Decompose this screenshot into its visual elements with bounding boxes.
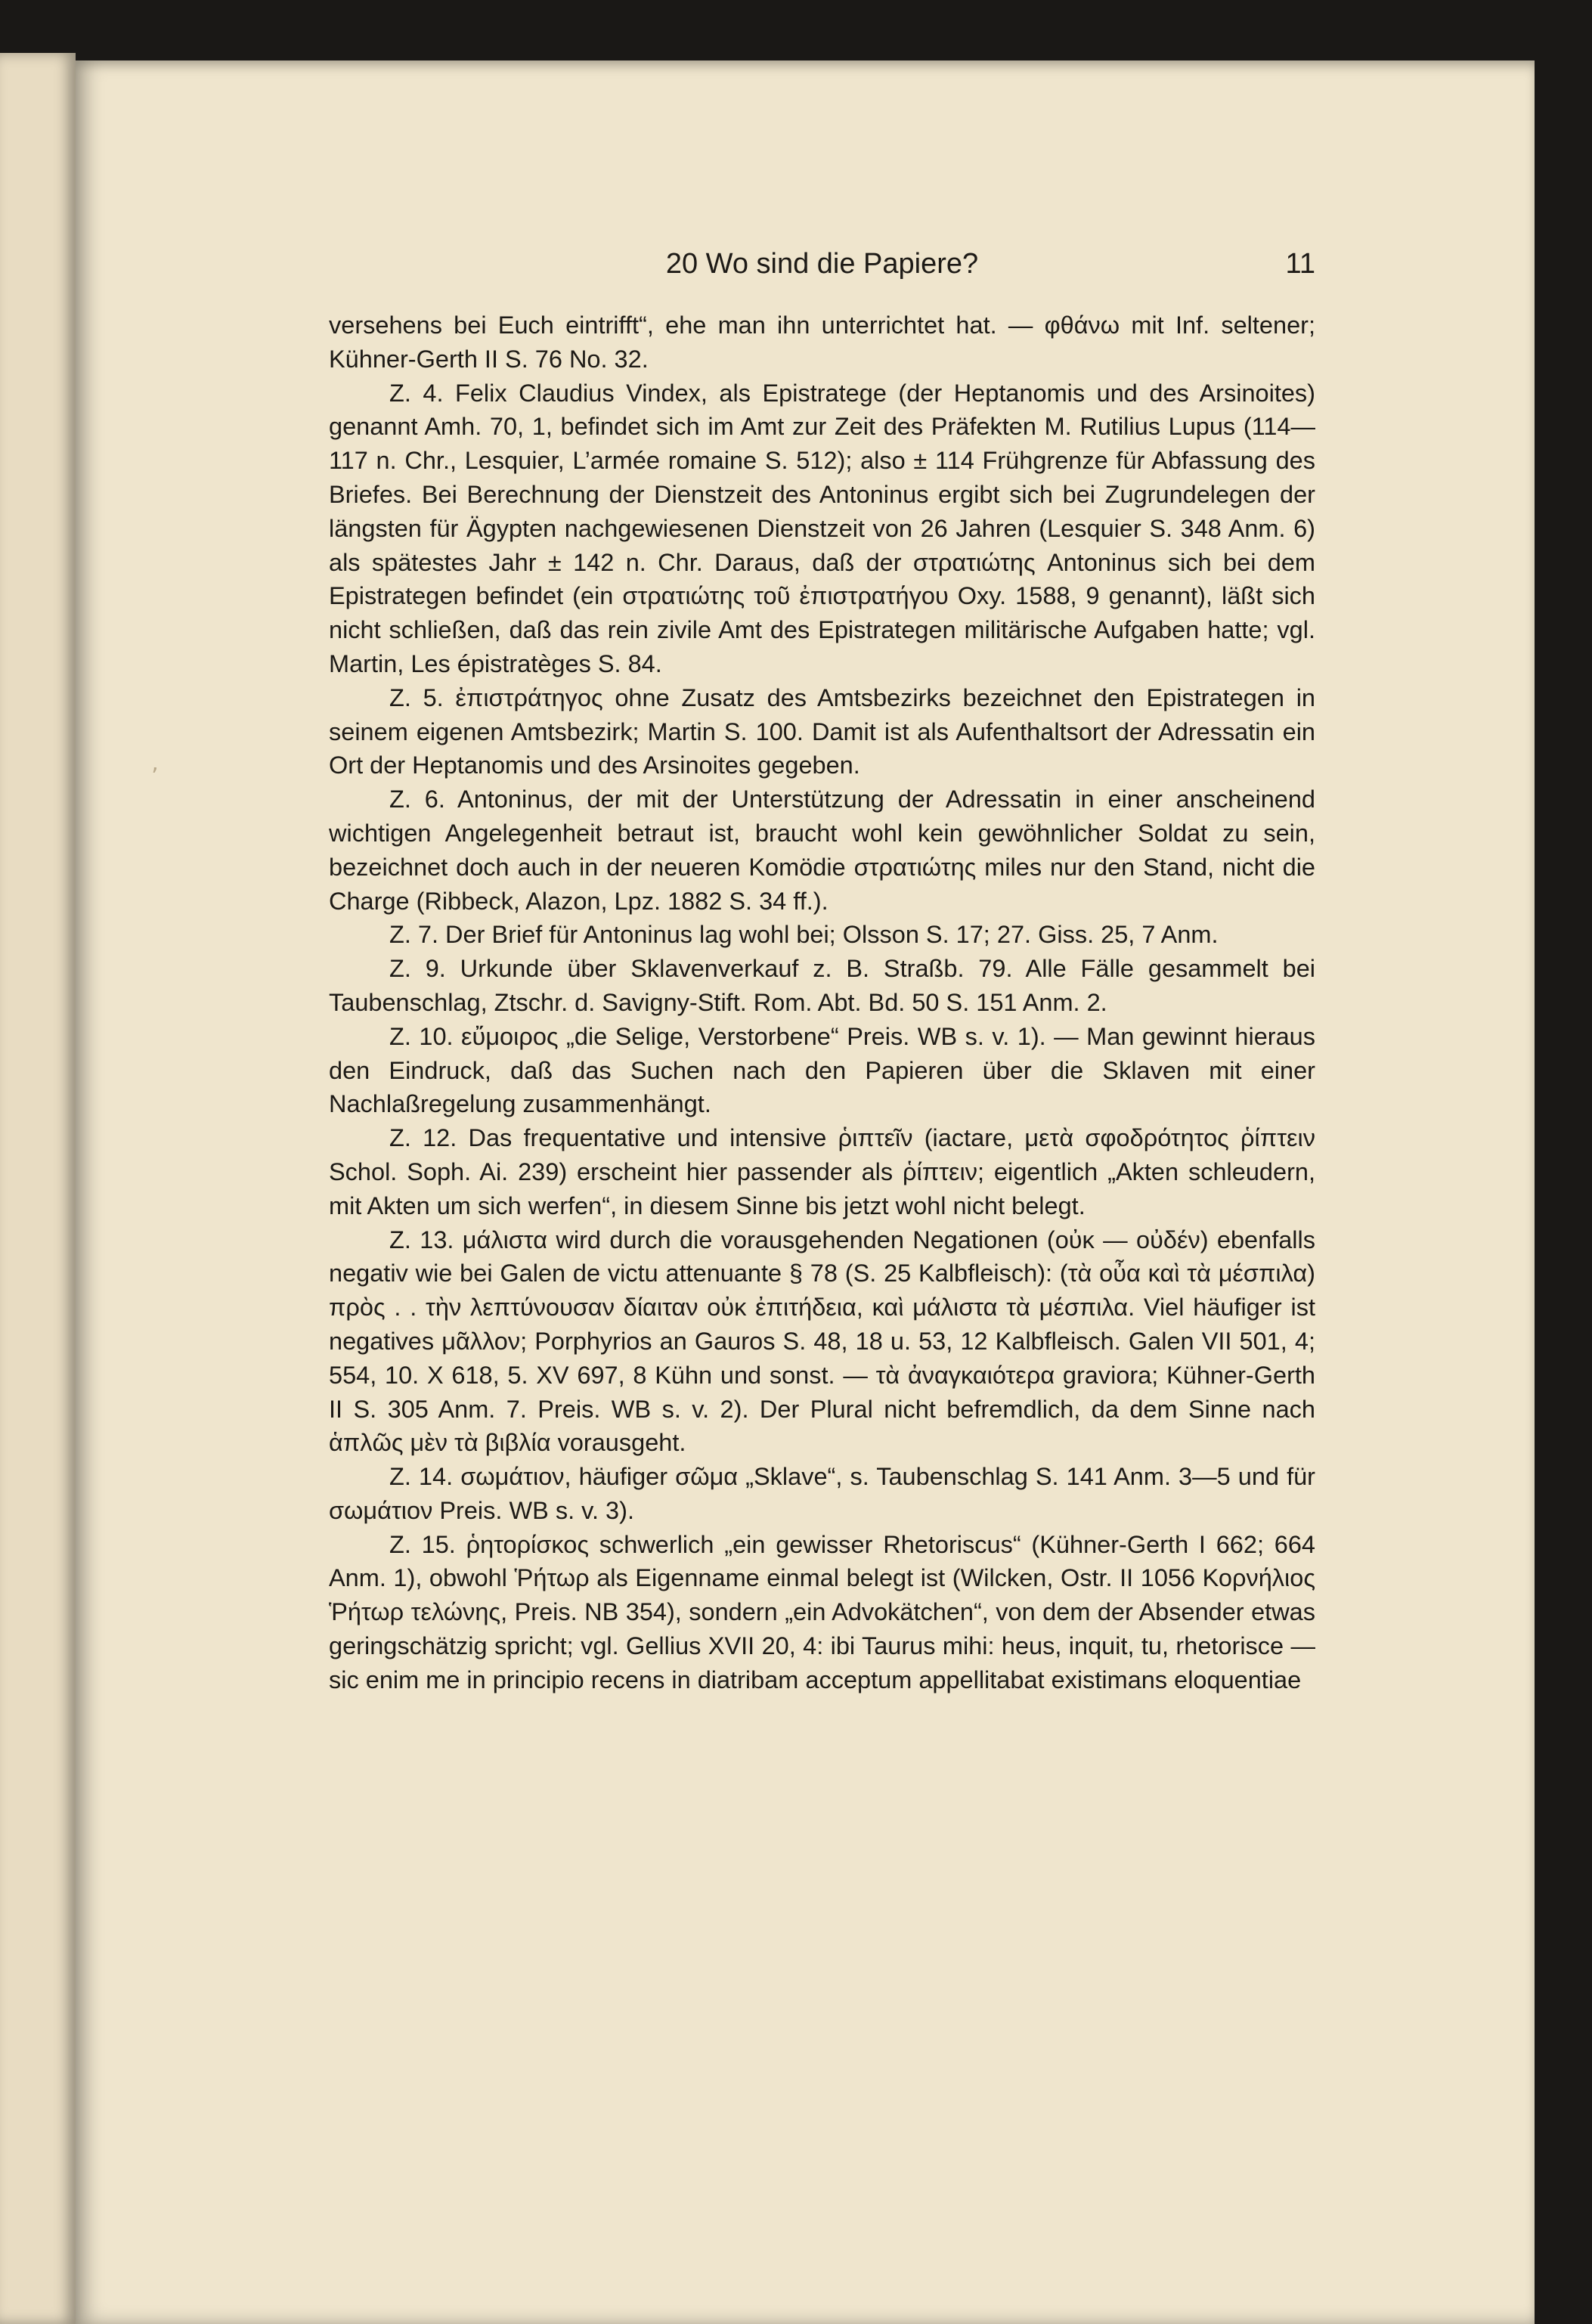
note-z5: Z. 5. ἐπιστράτηγος ohne Zusatz des Amtsbezirks bezeichnet den Epistrategen in seinem eigenen Amtsbezirk; Martin S. 100. Damit ist als Aufenthaltsort der Adressatin ein Ort der Heptanomis und des Arsinoites gegeben. <box>329 683 1315 779</box>
note-z12: Z. 12. Das frequentative und intensive ῥιπτεῖν (iactare, μετὰ σφοδρότητος ῥίπτειν Schol. Soph. Ai. 239) erscheint hier passender als ῥίπτειν; eigentlich „Akten schleudern, mit Akten um sich werfen“, in diesem Sinne bis jetzt wohl nicht belegt. <box>329 1124 1315 1219</box>
note-z9: Z. 9. Urkunde über Sklavenverkauf z. B. Straßb. 79. Alle Fälle gesammelt bei Taubenschlag, Ztschr. d. Savigny-Stift. Rom. Abt. Bd. 50 S. 151 Anm. 2. <box>329 955 1315 1016</box>
body-text <box>329 308 1315 1697</box>
note-z4: Z. 4. Felix Claudius Vindex, als Epistratege (der Heptanomis und des Arsinoites) genannt Amh. 70, 1, befindet sich im Amt zur Zeit des Präfekten M. Rutilius Lupus (114—117 n. Chr., Lesquier, L’armée romaine S. 512); also ± 114 Frühgrenze für Abfassung des Briefes. Bei Berechnung der Dienstzeit des Antoninus ergibt sich bei Zugrundelegen der längsten für Ägypten nachgewiesenen Dienstzeit von 26 Jahren (Lesquier S. 348 Anm. 6) als spätestes Jahr ± 142 n. Chr. Daraus, daß der στρατιώτης Antoninus sich bei dem Epistrategen befindet (ein στρατιώτης τοῦ ἐπιστρατήγου Oxy. 1588, 9 genannt), läßt sich nicht schließen, daß das rein zivile Amt des Epistrategen militärische Aufgaben hatte; vgl. Martin, Les épistratèges S. 84. <box>329 379 1315 677</box>
note-z14: Z. 14. σωμάτιον, häufiger σῶμα „Sklave“, s. Taubenschlag S. 141 Anm. 3—5 und für σωμάτιον Preis. WB s. v. 3). <box>329 1463 1315 1524</box>
note-z7: Z. 7. Der Brief für Antoninus lag wohl bei; Olsson S. 17; 27. Giss. 25, 7 Anm. <box>389 921 1219 949</box>
note-z6: Z. 6. Antoninus, der mit der Unterstützung der Adressatin in einer anscheinend wichtigen Angelegenheit betraut ist, braucht wohl kein gewöhnlicher Soldat zu sein, bezeichnet doch auch in der neueren Komödie στρατιώτης miles nur den Stand, nicht die Charge (Ribbeck, Alazon, Lpz. 1882 S. 34 ff.). <box>329 786 1315 915</box>
previous-page-edge <box>0 53 76 2324</box>
book-page <box>76 60 1535 2324</box>
paragraph-continuation: versehens bei Euch eintrifft“, ehe man ihn unterrichtet hat. — φθάνω mit Inf. seltener; Kühner-Gerth II S. 76 No. 32. <box>329 311 1315 373</box>
note-z15: Z. 15. ῥητορίσκος schwerlich „ein gewisser Rhetoriscus“ (Kühner-Gerth I 662; 664 Anm. 1), obwohl Ῥήτωρ als Eigenname einmal belegt ist (Wilcken, Ostr. II 1056 Κορνήλιος Ῥήτωρ τελώνης, Preis. NB 354), sondern „ein Advokätchen“, von dem der Absender etwas geringschätzig spricht; vgl. Gellius XVII 20, 4: ibi Taurus mihi: heus, inquit, tu, rhetorisce — sic enim me in principio recens in diatribam acceptum appellitabat existimans eloquentiae <box>329 1530 1315 1693</box>
note-z13: Z. 13. μάλιστα wird durch die vorausgehenden Negationen (οὐκ — οὐδέν) ebenfalls negativ wie bei Galen de victu attenuante § 78 (S. 25 Kalbfleisch): (τὰ οὖα καὶ τὰ μέσπιλα) πρὸς . . τὴν λεπτύνουσαν δίαιταν οὐκ ἐπιτήδεια, καὶ μάλιστα τὰ μέσπιλα. Viel häufiger ist negatives μᾶλλον; Porphyrios an Gauros S. 48, 18 u. 53, 12 Kalbfleisch. Galen VII 501, 4; 554, 10. X 618, 5. XV 697, 8 Kühn und sonst. — τὰ ἀναγκαιότερα graviora; Kühner-Gerth II S. 305 Anm. 7. Preis. WB s. v. 2). Der Plural nicht befremdlich, da dem Sinne nach ἁπλῶς μὲν τὰ βιβλία vorausgeht. <box>329 1226 1315 1457</box>
margin-mark: ʼ <box>151 764 159 790</box>
running-title: 20 Wo sind die Papiere? <box>665 248 979 280</box>
page-number: 11 <box>1285 248 1315 280</box>
note-z10: Z. 10. εὔμοιρος „die Selige, Verstorbene“ Preis. WB s. v. 1). — Man gewinnt hieraus den Eindruck, daß das Suchen nach den Papieren über die Sklaven mit einer Nachlaßregelung zusammenhängt. <box>329 1022 1315 1118</box>
